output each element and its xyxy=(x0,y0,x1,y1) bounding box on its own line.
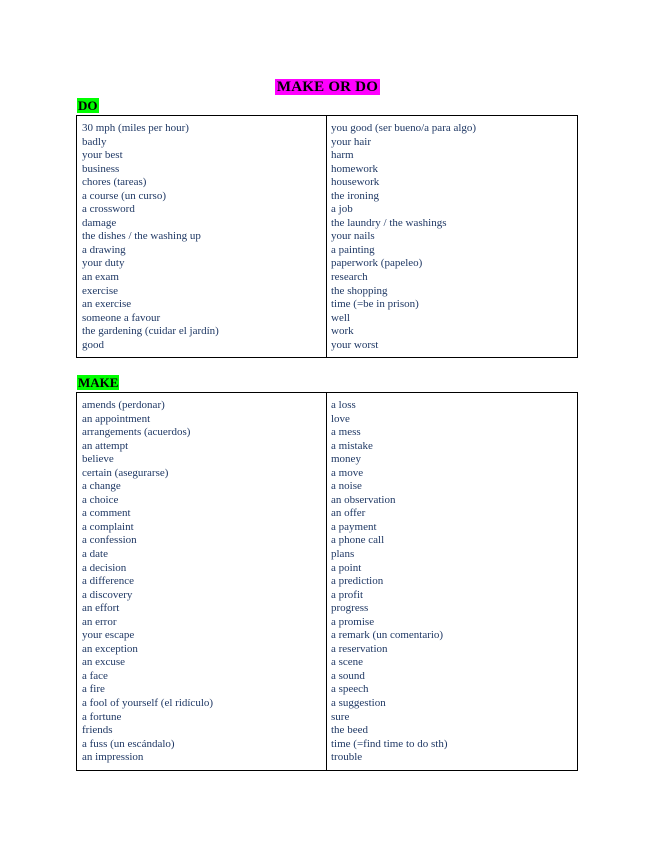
table-cell: a move xyxy=(331,466,364,479)
table-cell: your best xyxy=(82,149,123,162)
table-cell: badly xyxy=(82,135,107,148)
table-cell: a fortune xyxy=(82,710,122,723)
make-table xyxy=(76,392,578,771)
table-cell: time (=be in prison) xyxy=(331,298,419,311)
table-cell: money xyxy=(331,453,361,466)
table-cell: the beed xyxy=(331,724,368,737)
page-title xyxy=(0,78,655,96)
table-cell: the shopping xyxy=(331,284,388,297)
table-cell: a face xyxy=(82,669,108,682)
table-cell: a remark (un comentario) xyxy=(331,629,444,642)
table-cell: a loss xyxy=(331,399,356,411)
table-cell: friends xyxy=(82,724,113,737)
table-cell: the laundry / the washings xyxy=(331,216,447,229)
table-cell: time (=find time to do sth) xyxy=(331,737,448,750)
table-cell: a course (un curso) xyxy=(82,189,166,202)
table-cell: a suggestion xyxy=(331,697,386,710)
make-section-label: MAKE xyxy=(78,375,119,390)
table-cell: an exception xyxy=(82,642,138,655)
table-cell: the dishes / the washing up xyxy=(82,230,201,243)
table-cell: a phone call xyxy=(331,534,385,547)
table-cell: exercise xyxy=(82,284,119,297)
table-cell: amends (perdonar) xyxy=(82,399,165,411)
do-section-label: DO xyxy=(78,98,98,113)
table-cell: a difference xyxy=(82,575,135,588)
table-cell: trouble xyxy=(331,751,363,764)
table-cell: a payment xyxy=(331,520,377,533)
table-cell: a comment xyxy=(82,507,131,520)
table-cell: love xyxy=(331,412,350,425)
table-cell: an exam xyxy=(82,271,119,284)
table-cell: a mistake xyxy=(331,439,373,452)
table-cell: a decision xyxy=(82,561,127,574)
table-cell: an exercise xyxy=(82,298,132,311)
table-cell: your escape xyxy=(82,629,135,642)
table-cell: a fire xyxy=(82,683,105,696)
table-cell: the gardening (cuidar el jardín) xyxy=(82,325,219,338)
table-cell: well xyxy=(331,311,350,324)
table-cell: an observation xyxy=(331,493,396,506)
table-cell: chores (tareas) xyxy=(82,176,147,189)
table-cell: you good (ser bueno/a para algo) xyxy=(331,122,477,134)
table-cell: 30 mph (miles per hour) xyxy=(82,122,189,134)
do-right-column xyxy=(327,116,577,357)
table-cell: your worst xyxy=(331,338,379,351)
table-cell: research xyxy=(331,271,368,284)
table-cell: an offer xyxy=(331,507,366,520)
table-cell: plans xyxy=(331,548,355,561)
table-cell: a change xyxy=(82,480,121,493)
table-cell: a mess xyxy=(331,426,361,439)
table-cell: a fool of yourself (el ridículo) xyxy=(82,697,214,710)
table-cell: a point xyxy=(331,561,362,574)
table-cell: certain (asegurarse) xyxy=(82,466,169,479)
table-cell: a prediction xyxy=(331,575,384,588)
table-cell: someone a favour xyxy=(82,311,161,324)
table-cell: an appointment xyxy=(82,412,151,425)
table-cell: an excuse xyxy=(82,656,126,669)
table-cell: harm xyxy=(331,149,354,162)
table-cell: sure xyxy=(331,710,350,723)
page-title-text: MAKE OR DO xyxy=(276,79,379,95)
table-cell: an error xyxy=(82,615,117,628)
table-cell: progress xyxy=(331,602,369,615)
table-cell: business xyxy=(82,162,120,175)
table-cell: a discovery xyxy=(82,588,133,601)
table-cell: a reservation xyxy=(331,642,388,655)
table-cell: a crossword xyxy=(82,203,135,216)
table-cell: a profit xyxy=(331,588,364,601)
table-cell: homework xyxy=(331,162,379,175)
do-left-column xyxy=(77,116,327,357)
table-cell: a sound xyxy=(331,669,365,682)
table-cell: paperwork (papeleo) xyxy=(331,257,423,270)
table-cell: damage xyxy=(82,216,117,229)
table-cell: believe xyxy=(82,453,114,466)
table-cell: work xyxy=(331,325,354,338)
table-cell: an effort xyxy=(82,602,120,615)
make-left-column xyxy=(77,393,327,770)
table-cell: a job xyxy=(331,203,353,216)
table-cell: good xyxy=(82,338,104,351)
table-cell: an impression xyxy=(82,751,144,764)
do-table xyxy=(76,115,578,358)
table-cell: a promise xyxy=(331,615,375,628)
table-cell: a noise xyxy=(331,480,362,493)
table-cell: a painting xyxy=(331,243,375,256)
table-cell: your hair xyxy=(331,135,372,148)
table-cell: your nails xyxy=(331,230,375,243)
table-cell: a speech xyxy=(331,683,369,696)
table-cell: a fuss (un escándalo) xyxy=(82,737,175,750)
table-cell: a confession xyxy=(82,534,137,547)
table-cell: an attempt xyxy=(82,439,129,452)
table-cell: the ironing xyxy=(331,189,379,202)
table-cell: a complaint xyxy=(82,520,134,533)
make-right-column xyxy=(327,393,577,770)
table-cell: a scene xyxy=(331,656,364,669)
table-cell: a drawing xyxy=(82,243,126,256)
table-cell: arrangements (acuerdos) xyxy=(82,426,191,439)
table-cell: a date xyxy=(82,548,108,561)
table-cell: housework xyxy=(331,176,380,189)
table-cell: your duty xyxy=(82,257,125,270)
table-cell: a choice xyxy=(82,493,119,506)
